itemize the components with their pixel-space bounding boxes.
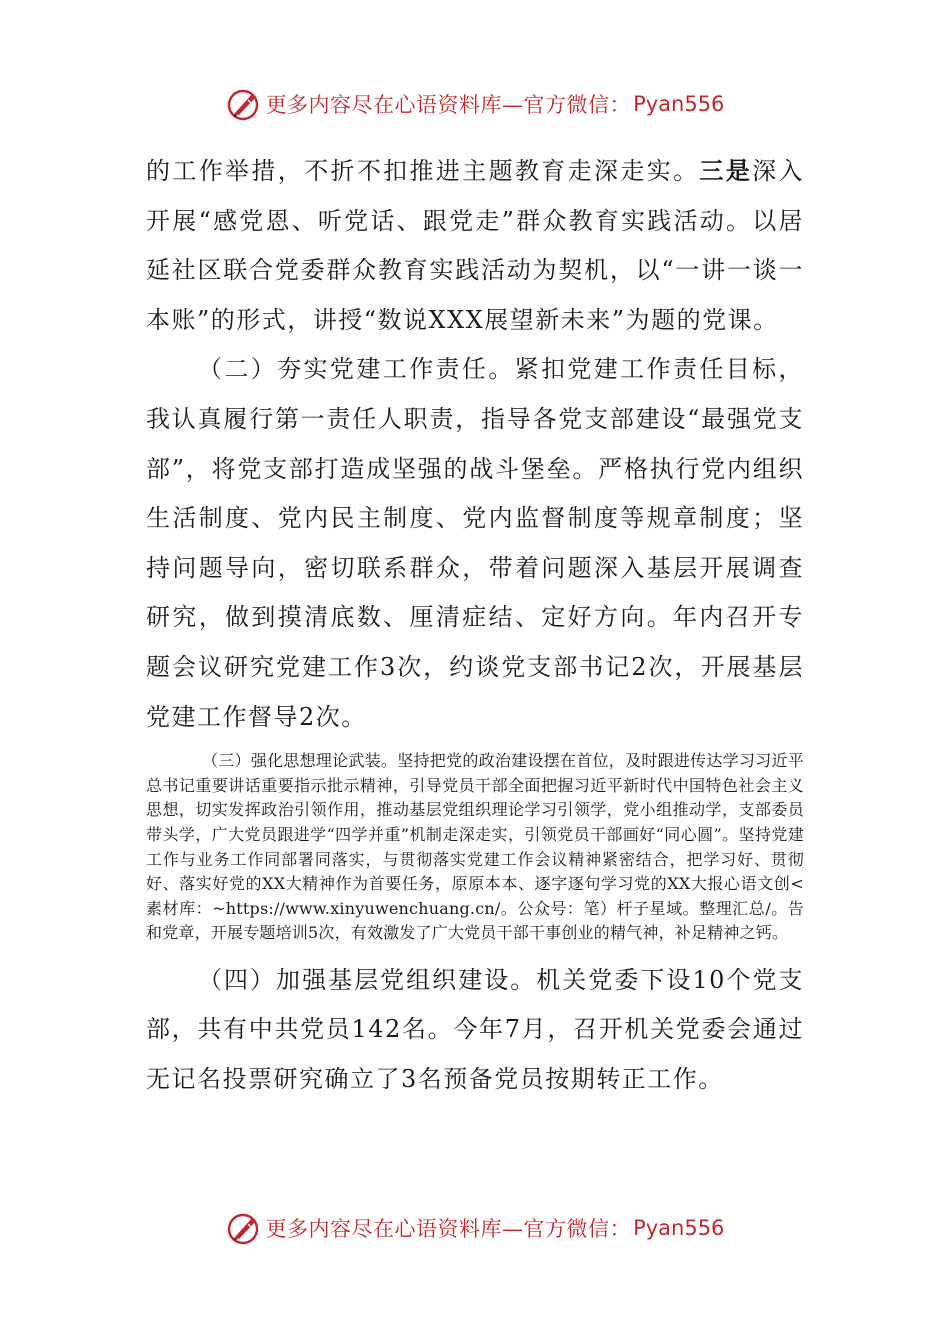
header-banner [0,84,950,124]
banner-wechat-id: Pyan556 [633,92,725,116]
bold-keyword: 三是 [699,156,753,185]
paragraph-4: （四）加强基层党组织建设。机关党委下设10个党支部，共有中共党员142名。今年7月，召开机关党委会通过无记名投票研究确立了3名预备党员按期转正工作。 [146,965,804,1094]
document-body [146,146,804,1105]
banner-wechat-id: Pyan556 [633,1216,725,1240]
paragraph-2: （二）夯实党建工作责任。紧扣党建工作责任目标，我认真履行第一责任人职责，指导各党支部建设“最强党支部”，将党支部打造成坚强的战斗堡垒。严格执行党内组织生活制度、党内民主制度、党内监督制度等规章制度；坚持问题导向，密切联系群众，带着问题深入基层开展调查研究，做到摸清底数、厘清症结、定好方向。年内召开专题会议研究党建工作3次，约谈党支部书记2次，开展基层党建工作督导2次。 [146,355,804,731]
banner-slogan: 更多内容尽在心语资料库—官方微信： [265,93,632,117]
banner-slogan: 更多内容尽在心语资料库—官方微信： [265,1217,632,1241]
pen-logo-icon [226,86,262,122]
paragraph-1: 的工作举措，不折不扣推进主题教育走深走实。三是深入开展“感党恩、听党话、跟党走”群众教育实践活动。以居延社区联合党委群众教育实践活动为契机，以“一讲一谈一本账”的形式，讲授“数说XXX展望新未来”为题的党课。 [146,156,805,334]
paragraph-3: （三）强化思想理论武装。坚持把党的政治建设摆在首位，及时跟进传达学习习近平总书记重要讲话重要指示批示精神，引导党员干部全面把握习近平新时代中国特色社会主义思想，切实发挥政治引领作用，推动基层党组织理论学习引领学，党小组推动学，支部委员带头学，广大党员跟进学“四学并重”机制走深走实，引领党员干部画好“同心圆”。坚持党建工作与业务工作同部署同落实，与贯彻落实党建工作会议精神紧密结合，把学习好、贯彻好、落实好党的XX大精神作为首要任务，原原本本、逐字逐句学习党的XX大报心语文创<素材库：~https://www.xinyuwenchuang.cn/。公众号：笔）杆子星域。整理汇总/。告和党章，开展专题培训5次，有效激发了广大党员干部干事创业的精气神，补足精神之钙。 [146,751,804,943]
pen-logo-icon [226,1210,262,1246]
footer-banner [0,1208,950,1248]
